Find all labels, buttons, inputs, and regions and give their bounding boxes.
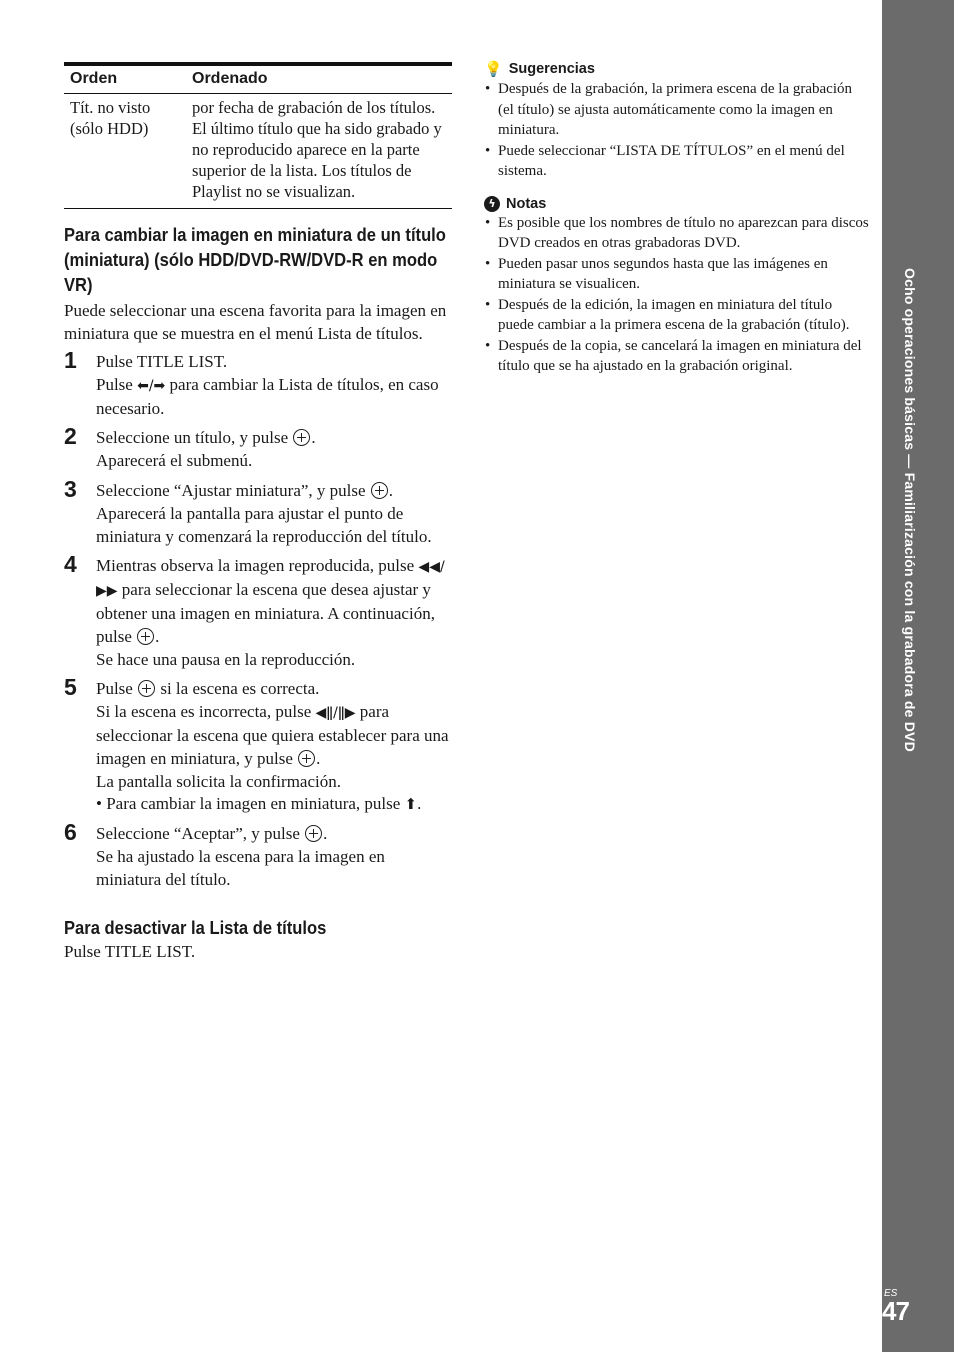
left-column xyxy=(64,62,452,969)
step-text-part: . xyxy=(417,794,422,814)
step-number: 1 xyxy=(64,347,77,373)
list-item: • Después de la edición, la imagen en miniatura del título puede cambiar a la primera escena de la grabación (título). xyxy=(484,295,870,336)
table-header: Ordenado xyxy=(186,64,452,94)
list-item: • Después de la grabación, la primera escena de la grabación (el título) se ajusta automáticamente como la imagen en miniatura. xyxy=(484,79,870,141)
rewind-fastforward-icon: ◀◀/▶▶ xyxy=(96,559,445,600)
up-arrow-icon: ⬆ xyxy=(404,795,418,814)
step-text-part: Seleccione “Aceptar”, y pulse xyxy=(96,824,300,844)
section-heading: Para cambiar la imagen en miniatura de un título (miniatura) (sólo HDD/DVD-RW/DVD-R en modo VR) xyxy=(64,225,446,295)
step-text xyxy=(96,823,452,846)
table-cell: Tít. no visto (sólo HDD) xyxy=(70,98,151,138)
page-number: 47 xyxy=(882,1296,909,1326)
list-item: • Es posible que los nombres de título no aparezcan para discos DVD creados en otras grabadoras DVD. xyxy=(484,213,870,254)
chapter-title: Ocho operaciones básicas — Familiarización con la grabadora de DVD xyxy=(902,268,918,752)
step-6 xyxy=(64,819,452,891)
step-text: Se hace una pausa en la reproducción. xyxy=(96,649,356,669)
step-frame-icon: ◀ǁ/ǁ▶ xyxy=(315,705,356,722)
tips-title: Sugerencias xyxy=(508,61,595,77)
step-text: La pantalla solicita la confirmación. xyxy=(96,771,341,791)
list-item: • Después de la copia, se cancelará la imagen en miniatura del título que se ha ajustado en la grabación original. xyxy=(484,336,870,377)
step-1 xyxy=(64,347,452,420)
step-text xyxy=(96,480,452,503)
step-5 xyxy=(64,674,452,816)
step-text: Aparecerá el submenú. xyxy=(96,451,253,471)
notes-heading xyxy=(484,196,870,212)
table-header-row xyxy=(64,64,452,94)
page-language: ES xyxy=(884,1288,898,1299)
step-text xyxy=(96,678,452,701)
table-header: Orden xyxy=(64,64,186,94)
step-number: 2 xyxy=(64,423,77,450)
step-text: Aparecerá la pantalla para ajustar el punto de miniatura y comenzará la reproducción del título. xyxy=(96,503,432,546)
step-text-part: . xyxy=(316,748,321,768)
step-2 xyxy=(64,423,452,473)
step-text xyxy=(96,374,452,421)
step-number: 3 xyxy=(64,475,77,502)
table-cell: por fecha de grabación de los títulos. El último título que ha sido grabado y no reproducido aparece en la parte superior de la lista. Los títulos de Playlist no se visualizan. xyxy=(192,98,442,201)
left-right-arrow-icon: ⬅/➡ xyxy=(137,377,166,394)
enter-button-icon xyxy=(138,680,155,697)
step-text-part: Pulse xyxy=(96,679,133,699)
sort-order-table xyxy=(64,62,452,209)
side-tab xyxy=(882,0,954,1352)
step-text-part: . xyxy=(155,626,160,646)
step-text-part: Seleccione “Ajustar miniatura”, y pulse xyxy=(96,480,366,500)
step-3 xyxy=(64,475,452,548)
enter-button-icon xyxy=(371,482,388,499)
enter-button-icon xyxy=(305,825,322,842)
step-text-part: . xyxy=(388,480,394,500)
subsection-heading: Para desactivar la Lista de títulos xyxy=(64,917,327,938)
step-text-part: Pulse xyxy=(96,374,133,394)
step-number: 6 xyxy=(64,819,77,846)
table-row xyxy=(64,94,452,209)
step-text-part: para seleccionar la escena que desea ajustar y obtener una imagen en miniatura. A continuación, pulse xyxy=(96,580,435,646)
step-number: 5 xyxy=(64,674,77,701)
step-text-part: Seleccione un título, y pulse xyxy=(96,428,289,448)
step-number: 4 xyxy=(64,551,77,578)
subsection-body: Pulse TITLE LIST. xyxy=(64,941,196,961)
note-icon: ϟ xyxy=(484,196,500,212)
step-text xyxy=(96,427,452,450)
step-text-part: Mientras observa la imagen reproducida, pulse xyxy=(96,556,415,576)
list-item: • Pueden pasar unos segundos hasta que las imágenes en miniatura se visualicen. xyxy=(484,254,870,295)
enter-button-icon xyxy=(137,628,154,645)
list-item: • Puede seleccionar “LISTA DE TÍTULOS” en el menú del sistema. xyxy=(484,141,870,182)
step-text-part: . xyxy=(323,824,328,844)
step-text: Se ha ajustado la escena para la imagen en miniatura del título. xyxy=(96,846,385,889)
step-text-part: • Para cambiar la imagen en miniatura, pulse xyxy=(96,794,401,814)
step-text-part: para cambiar la Lista de títulos, en caso necesario. xyxy=(96,374,439,418)
lightbulb-icon: 💡 xyxy=(484,60,503,78)
step-text xyxy=(96,555,452,648)
section-intro: Puede seleccionar una escena favorita para la imagen en miniatura que se muestra en el menú Lista de títulos. xyxy=(64,301,447,343)
enter-button-icon xyxy=(293,429,310,446)
notes-title: Notas xyxy=(506,195,547,212)
step-4 xyxy=(64,551,452,671)
right-column xyxy=(484,60,870,377)
step-text-part: para seleccionar la escena que quiera establecer para una imagen en miniatura, y pulse xyxy=(96,702,449,768)
step-text-part: . xyxy=(311,428,316,448)
tips-list xyxy=(484,79,870,182)
step-text xyxy=(96,793,452,816)
step-text-part: Si la escena es incorrecta, pulse xyxy=(96,702,312,722)
step-text: Pulse TITLE LIST. xyxy=(96,352,228,371)
tips-heading xyxy=(484,60,870,78)
enter-button-icon xyxy=(298,750,315,767)
step-text xyxy=(96,701,452,770)
step-text-part: si la escena es correcta. xyxy=(160,679,320,699)
notes-list xyxy=(484,213,870,377)
